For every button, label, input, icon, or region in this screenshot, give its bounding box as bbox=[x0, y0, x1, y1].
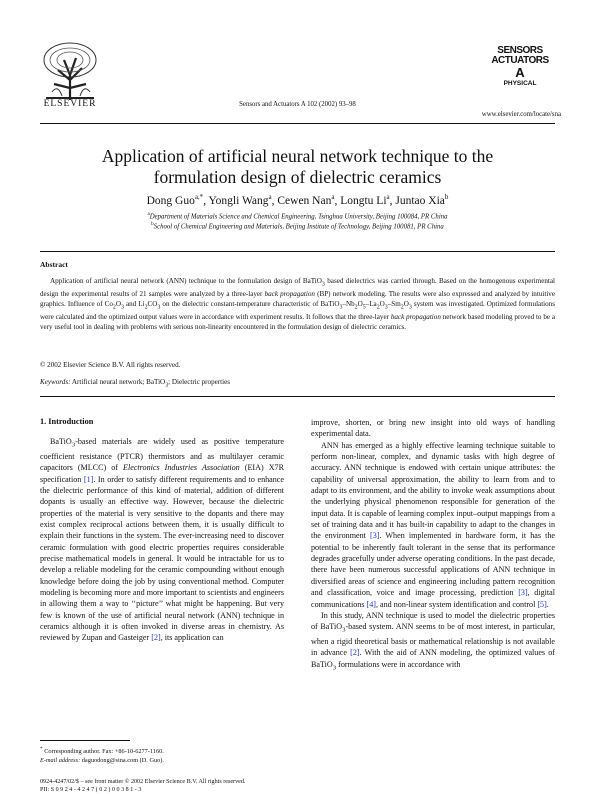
header-rule bbox=[40, 123, 555, 124]
journal-logo-line1: SENSORS bbox=[497, 45, 543, 56]
journal-logo-letter: A bbox=[515, 65, 525, 80]
citation-link[interactable]: [5] bbox=[537, 599, 547, 609]
author-2: Yongli Wang$^a$, bbox=[208, 193, 278, 207]
author-email[interactable]: daguodong@sina.com (D. Guo). bbox=[80, 757, 164, 765]
issn-line: 0924-4247/02/$ – see front matter © 2002 Elsevier Science B.V. All rights reserved. bbox=[40, 779, 246, 785]
citation-link[interactable]: [1] bbox=[83, 474, 94, 484]
body-column-right: improve, shorten, or bring new insight into old ways of handling experimental data. ANN has emerged as a highly effective learning technique suitable to perform non-linear, complex, and dynamic tasks with high degree of accuracy. ANN technique is endowed with certain unique attributes: the capability of universal approximation, the ability to learn from and to adapt to its environment, and the ability to invoke weak assumptions about the underlying physical phenomenon responsible for generation of the input data. It is capable of learning complex input–output mappings from a set of training data and it has built-in capability to adapt to the changes in the environment [3]. When implemented in hardware form, it has the potential to be inherently fault tolerant in the sense that its performance degrades gracefully under adverse operating conditions. In the past decade, there have been numerous successful applications of ANN technique in diversified areas of science and engineering including pattern recognition and classification, voice and image processing, prediction [3], digital communications [4], and non-linear system identification and control [5]. In this study, ANN technique is used to model the dielectric properties of BaTiO$_3$-based system. ANN seems to be of most interest, in particular, when a rigid theoretical basis or mathematical relationship is not available in advance [2]. With the aid of ANN modeling, the optimized values of BaTiO$_3$ formulations were in accordance with bbox=[311, 418, 556, 672]
publisher-name: ELSEVIER bbox=[43, 99, 97, 109]
citation-link[interactable]: [2] bbox=[350, 648, 360, 658]
keywords: Keywords: Artificial neural network; BaTiO$_3$; Dielectric properties bbox=[40, 378, 230, 389]
journal-logo-line2: ACTUATORS bbox=[491, 55, 549, 66]
title-line-2: formulation design of dielectric ceramics bbox=[153, 167, 442, 187]
title-line-1: Application of artificial neural network technique to the bbox=[101, 146, 494, 166]
abstract-heading: Abstract bbox=[40, 260, 68, 269]
page-footer bbox=[40, 778, 245, 794]
author-list bbox=[40, 193, 555, 207]
journal-logo bbox=[490, 46, 550, 88]
author-4: Longtu Li$^a$, bbox=[340, 193, 396, 207]
journal-reference: Sensors and Actuators A 102 (2002) 93–98 bbox=[239, 101, 356, 108]
section-heading-introduction: 1. Introduction bbox=[40, 417, 94, 426]
footnote: * Corresponding author. Fax: +86-10-6277-1160. E-mail address: daguodong@sina.com (D. Guo). bbox=[40, 746, 164, 765]
abstract-bottom-rule bbox=[40, 396, 555, 397]
citation-link[interactable]: [3] bbox=[518, 588, 528, 598]
author-3: Cewen Nan$^a$, bbox=[277, 193, 341, 207]
citation-link[interactable]: [2] bbox=[151, 633, 161, 643]
paragraph-continuation: improve, shorten, or bring new insight into old ways of handling experimental data. bbox=[311, 418, 555, 439]
author-1: Dong Guo$^{a,*}$, bbox=[146, 193, 209, 207]
affiliation-a: $^a$Department of Materials Science and Chemical Engineering, Tsinghua University, Beijing 100084, PR China bbox=[147, 212, 448, 221]
abstract-body: Application of artificial neural network (ANN) technique to the formulation design of BaTiO$_3$ based dielectrics was carried through. Based on the homogenous experimental design the experimental results of 21 samples were analyzed by a three-layer back propagation (BP) network modeling. The results were also expressed and analyzed by intuitive graphics. Influence of $Co_2O_3$ and $Li_2CO_3$ on the dielectric constant-temperature characteristic of $BaTiO_3-Nb_2O_5-La_2O_3-Sm_2O_3$ system was investigated. Optimized formulations were calculated and the optimized output values were in accordance with experiment results. It follows that the three-layer back propagation network based modeling proved to be a very useful tool in dealing with problems with serious non-linearity encountered in the formulation design of dielectric ceramics. bbox=[40, 277, 556, 331]
footnote-rule bbox=[40, 740, 130, 741]
journal-website: www.elsevier.com/locate/sna bbox=[481, 111, 561, 118]
pii-line: PII: S 0 9 2 4 - 4 2 4 7 ( 0 2 ) 0 0 3 8 1 - 3 bbox=[40, 787, 142, 793]
journal-logo-line3: PHYSICAL bbox=[503, 80, 537, 87]
paper-title bbox=[40, 146, 555, 188]
affiliation-b: $^b$School of Chemical Engineering and Materials, Beijing Institute of Technology, Beijing 100081, PR China bbox=[151, 222, 444, 231]
copyright-notice: © 2002 Elsevier Science B.V. All rights reserved. bbox=[40, 361, 181, 369]
body-column-left: BaTiO$_3$-based materials are widely used as positive temperature coefficient resistance (PTCR) thermistors and as multilayer ceramic capacitors (MLCC) of Electronics Industries Association (EIA) X7R specification [1]. In order to satisfy different requirements and to enhance the dielectric performance of this kind of material, addition of different dopants is usually an effective way. However, because the dielectric properties of the material is very sensitive to the dopants and there may exist complex reciprocal actions between them, it is usually difficult to explain their functions in the system. The ever-increasing need to discover ceramic formulation with good electric properties requires considerable precise mathematical models in general. It would be intractable for us to develop a reliable modeling for the ceramic compounding without enough knowledge before doing the job by using conventional method. Computer modeling is becoming more and more important to scientists and engineers in allowing them a way to ‘‘picture’’ what might be happening. But very few is known of the use of artificial neural network (ANN) technique in ceramics although it is often invoked in diverse areas in chemistry. As reviewed by Zupan and Gasteiger [2], its application can bbox=[40, 437, 284, 643]
elsevier-tree-logo bbox=[40, 40, 100, 102]
citation-link[interactable]: [4] bbox=[366, 599, 376, 609]
citation-link[interactable]: [3] bbox=[370, 531, 380, 541]
author-5: Juntao Xia$^b$ bbox=[395, 193, 449, 207]
abstract-top-rule bbox=[40, 251, 555, 252]
